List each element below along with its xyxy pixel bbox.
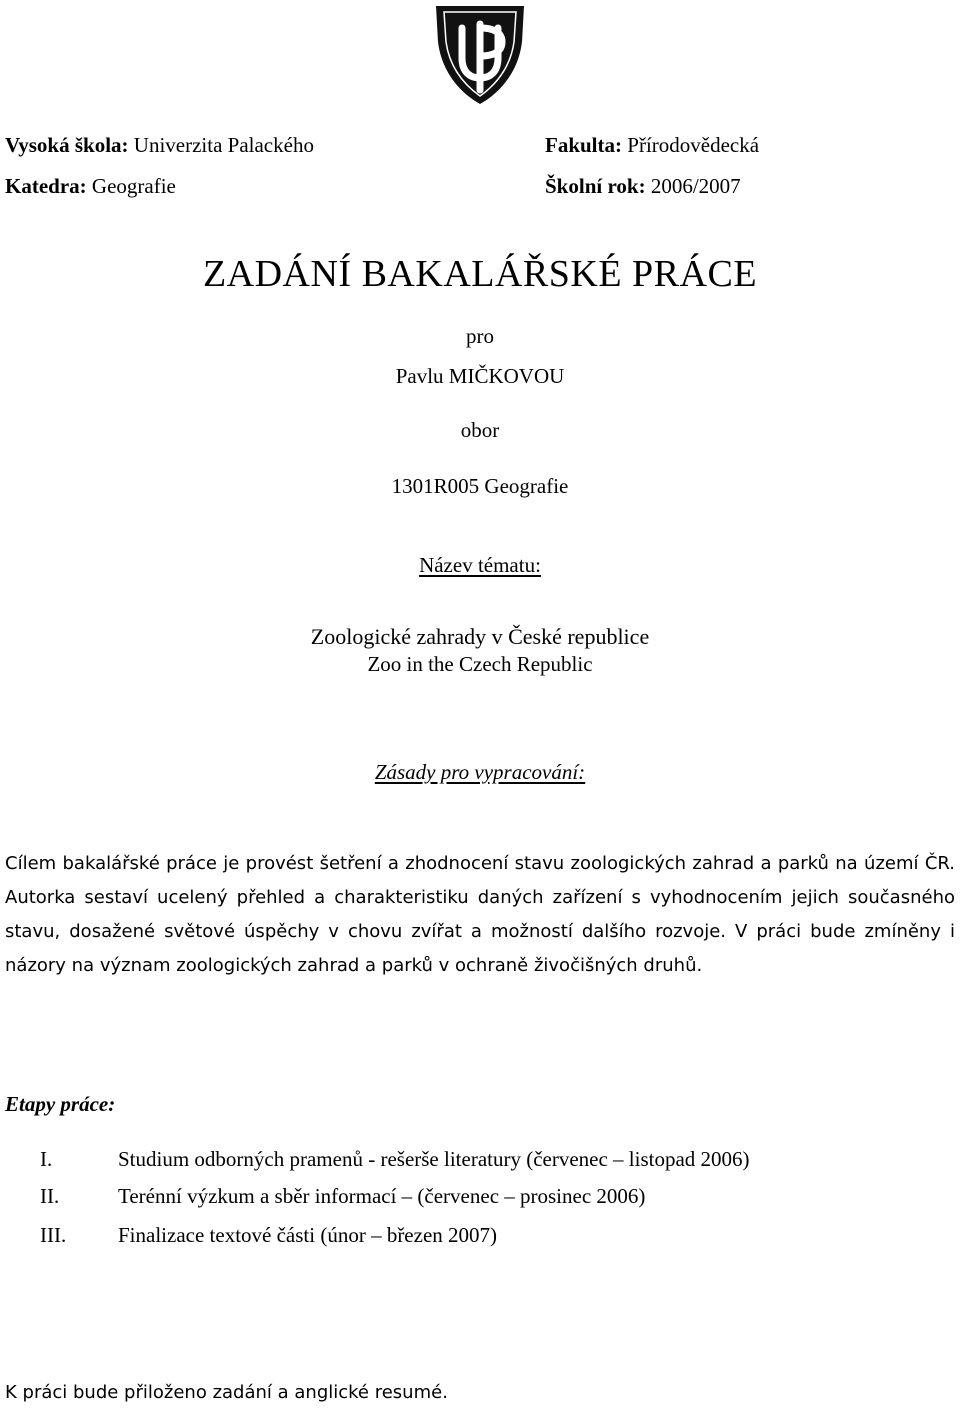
- principles-paragraph: Cílem bakalářské práce je provést šetření a zhodnocení stavu zoologických zahrad a parků na území ČR. Autorka sestaví ucelený přehled a charakteristiku daných zařízení s vyhodnocením jejich současného stavu, dosažené světové úspěchy v chovu zvířat a možností dalšího rozvoje. V práci bude zmíněny i názory na význam zoologických zahrad a parků v ochraně živočišných druhů.: [5, 853, 955, 976]
- stage-number: I.: [40, 1147, 53, 1171]
- faculty-value: Přírodovědecká: [627, 133, 760, 157]
- school-value: Univerzita Palackého: [133, 133, 314, 157]
- stages-heading: Etapy práce:: [5, 1092, 116, 1116]
- principles-heading: [0, 760, 960, 784]
- university-logo-icon: [432, 2, 528, 106]
- document-title: ZADÁNÍ BAKALÁŘSKÉ PRÁCE: [202, 253, 758, 295]
- footer-note: K práci bude přiloženo zadání a anglické resumé.: [5, 1382, 448, 1403]
- header-row-school: [5, 133, 760, 157]
- stage-text: Terénní výzkum a sběr informací – (červenec – prosinec 2006): [118, 1184, 646, 1208]
- stage-number: III.: [40, 1223, 67, 1247]
- principles-label: Zásady pro vypracování:: [374, 760, 586, 784]
- department-value: Geografie: [91, 174, 176, 198]
- pro-text: pro: [466, 324, 494, 348]
- faculty-label: Fakulta:: [545, 133, 623, 157]
- department-label: Katedra:: [5, 174, 87, 198]
- year-label: Školní rok:: [545, 174, 646, 198]
- faculty-field: [545, 133, 759, 157]
- obor-label: obor: [460, 418, 500, 442]
- stage-text: Studium odborných pramenů - rešerše literatury (červenec – listopad 2006): [118, 1147, 750, 1171]
- topic-label: Název tématu:: [419, 553, 541, 577]
- stage-number: II.: [40, 1184, 60, 1208]
- school-label: Vysoká škola:: [5, 133, 129, 157]
- topic-title-cs: Zoologické zahrady v České republice: [310, 624, 650, 649]
- topic-title-en: Zoo in the Czech Republic: [367, 652, 593, 676]
- year-field: [545, 174, 741, 198]
- obor-value: 1301R005 Geografie: [391, 474, 569, 498]
- header-row-department: [5, 174, 741, 198]
- topic-heading: [0, 553, 960, 577]
- student-name: Pavlu MIČKOVOU: [395, 364, 565, 388]
- stage-text: Finalizace textové části (únor – březen 2007): [118, 1223, 498, 1247]
- year-value: 2006/2007: [650, 174, 741, 198]
